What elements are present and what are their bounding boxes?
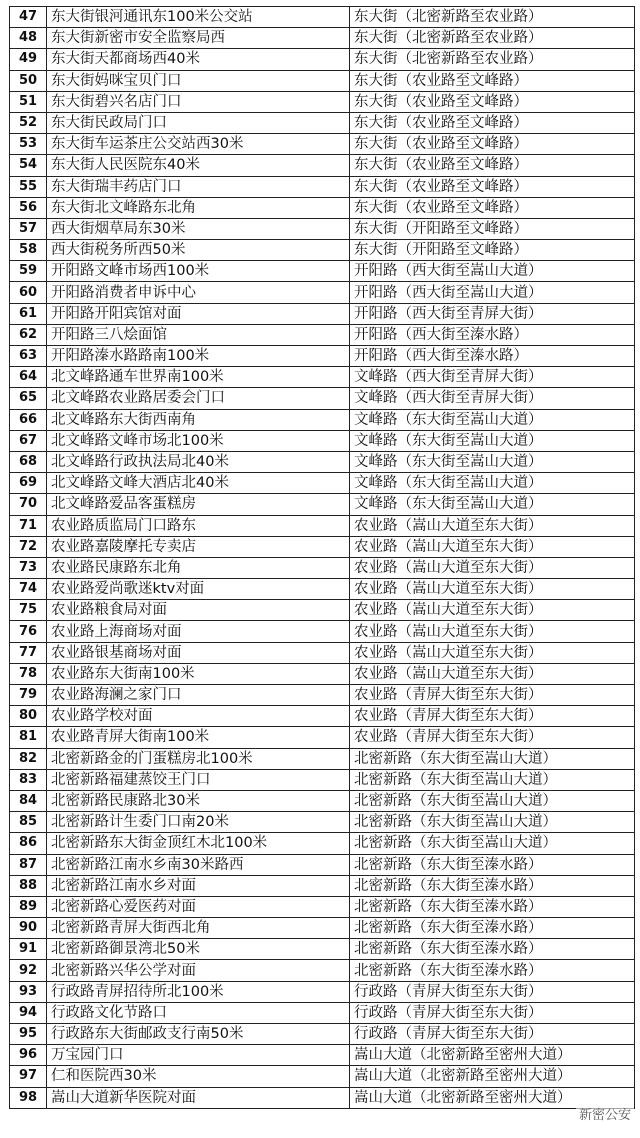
row-number-cell: 78 [10,663,47,684]
location-cell: 嵩山大道新华医院对面 [47,1087,350,1108]
road-section-cell: 农业路（青屏大街至东大街） [350,706,635,727]
table-row [10,833,635,854]
location-cell: 农业路银基商场对面 [47,642,350,663]
location-cell: 农业路青屏大街南100米 [47,727,350,748]
location-table [9,6,635,1109]
road-section-cell: 东大街（农业路至文峰路） [350,155,635,176]
table-body [10,7,635,1109]
road-section-cell: 文峰路（东大街至嵩山大道） [350,494,635,515]
row-number-cell: 68 [10,451,47,472]
road-section-cell: 嵩山大道（北密新路至密州大道） [350,1066,635,1087]
table-row [10,1066,635,1087]
location-table-container [9,6,635,1109]
table-row [10,1002,635,1023]
road-section-cell: 农业路（嵩山大道至东大街） [350,579,635,600]
road-section-cell: 文峰路（东大街至嵩山大道） [350,473,635,494]
table-row [10,981,635,1002]
location-cell: 行政路青屏招待所北100米 [47,981,350,1002]
row-number-cell: 93 [10,981,47,1002]
road-section-cell: 文峰路（东大街至嵩山大道） [350,430,635,451]
row-number-cell: 53 [10,134,47,155]
table-row [10,854,635,875]
table-row [10,790,635,811]
road-section-cell: 农业路（青屏大街至东大街） [350,727,635,748]
row-number-cell: 58 [10,240,47,261]
road-section-cell: 开阳路（西大街至嵩山大道） [350,261,635,282]
row-number-cell: 92 [10,960,47,981]
row-number-cell: 82 [10,748,47,769]
table-row [10,536,635,557]
table-row [10,176,635,197]
location-cell: 农业路东大街南100米 [47,663,350,684]
location-cell: 北文峰路东大街西南角 [47,409,350,430]
road-section-cell: 东大街（开阳路至文峰路） [350,240,635,261]
location-cell: 北密新路江南水乡南30米路西 [47,854,350,875]
row-number-cell: 97 [10,1066,47,1087]
road-section-cell: 东大街（农业路至文峰路） [350,112,635,133]
row-number-cell: 95 [10,1024,47,1045]
location-cell: 行政路东大街邮政支行南50米 [47,1024,350,1045]
location-cell: 东大街民政局门口 [47,112,350,133]
road-section-cell: 北密新路（东大街至嵩山大道） [350,769,635,790]
row-number-cell: 48 [10,28,47,49]
table-row [10,918,635,939]
road-section-cell: 北密新路（东大街至嵩山大道） [350,833,635,854]
location-cell: 北密新路东大街金顶红木北100米 [47,833,350,854]
location-cell: 开阳路开阳宾馆对面 [47,303,350,324]
location-cell: 东大街天都商场西40米 [47,49,350,70]
location-cell: 农业路质监局门口路东 [47,515,350,536]
row-number-cell: 59 [10,261,47,282]
table-row [10,1045,635,1066]
location-cell: 北文峰路通车世界南100米 [47,367,350,388]
road-section-cell: 农业路（嵩山大道至东大街） [350,515,635,536]
location-cell: 北密新路计生委门口南20米 [47,812,350,833]
road-section-cell: 文峰路（东大街至嵩山大道） [350,409,635,430]
road-section-cell: 行政路（青屏大街至东大街） [350,981,635,1002]
row-number-cell: 77 [10,642,47,663]
table-row [10,346,635,367]
table-row [10,451,635,472]
location-cell: 农业路学校对面 [47,706,350,727]
table-row [10,1087,635,1108]
row-number-cell: 55 [10,176,47,197]
location-cell: 北密新路御景湾北50米 [47,939,350,960]
table-row [10,1024,635,1045]
table-row [10,70,635,91]
location-cell: 农业路海澜之家门口 [47,685,350,706]
table-row [10,727,635,748]
location-cell: 开阳路文峰市场西100米 [47,261,350,282]
table-row [10,685,635,706]
road-section-cell: 北密新路（东大街至嵩山大道） [350,812,635,833]
road-section-cell: 北密新路（东大街至溱水路） [350,896,635,917]
table-row [10,197,635,218]
row-number-cell: 71 [10,515,47,536]
table-row [10,706,635,727]
location-cell: 东大街银河通讯东100米公交站 [47,7,350,28]
table-row [10,600,635,621]
location-cell: 东大街瑞丰药店门口 [47,176,350,197]
location-cell: 北文峰路爱品客蛋糕房 [47,494,350,515]
road-section-cell: 东大街（农业路至文峰路） [350,91,635,112]
location-cell: 农业路民康路东北角 [47,557,350,578]
location-cell: 北密新路兴华公学对面 [47,960,350,981]
road-section-cell: 农业路（嵩山大道至东大街） [350,621,635,642]
road-section-cell: 嵩山大道（北密新路至密州大道） [350,1087,635,1108]
location-cell: 农业路嘉陵摩托专卖店 [47,536,350,557]
row-number-cell: 81 [10,727,47,748]
location-cell: 东大街妈咪宝贝门口 [47,70,350,91]
table-row [10,388,635,409]
row-number-cell: 65 [10,388,47,409]
table-row [10,303,635,324]
road-section-cell: 北密新路（东大街至嵩山大道） [350,748,635,769]
location-cell: 农业路爱尚歌迷ktv对面 [47,579,350,600]
row-number-cell: 56 [10,197,47,218]
road-section-cell: 东大街（北密新路至农业路） [350,7,635,28]
road-section-cell: 行政路（青屏大街至东大街） [350,1024,635,1045]
row-number-cell: 76 [10,621,47,642]
row-number-cell: 69 [10,473,47,494]
row-number-cell: 49 [10,49,47,70]
row-number-cell: 66 [10,409,47,430]
row-number-cell: 50 [10,70,47,91]
table-row [10,282,635,303]
row-number-cell: 89 [10,896,47,917]
table-row [10,939,635,960]
road-section-cell: 东大街（农业路至文峰路） [350,70,635,91]
row-number-cell: 51 [10,91,47,112]
row-number-cell: 62 [10,324,47,345]
road-section-cell: 行政路（青屏大街至东大街） [350,1002,635,1023]
table-row [10,134,635,155]
road-section-cell: 北密新路（东大街至嵩山大道） [350,790,635,811]
table-row [10,557,635,578]
row-number-cell: 87 [10,854,47,875]
road-section-cell: 东大街（农业路至文峰路） [350,176,635,197]
table-row [10,155,635,176]
road-section-cell: 北密新路（东大街至溱水路） [350,939,635,960]
road-section-cell: 开阳路（西大街至溱水路） [350,324,635,345]
location-cell: 农业路上海商场对面 [47,621,350,642]
location-cell: 北密新路心爱医药对面 [47,896,350,917]
row-number-cell: 67 [10,430,47,451]
location-cell: 西大街烟草局东30米 [47,218,350,239]
road-section-cell: 农业路（嵩山大道至东大街） [350,600,635,621]
table-row [10,240,635,261]
row-number-cell: 72 [10,536,47,557]
table-row [10,621,635,642]
location-cell: 仁和医院西30米 [47,1066,350,1087]
table-row [10,748,635,769]
location-cell: 行政路文化节路口 [47,1002,350,1023]
row-number-cell: 94 [10,1002,47,1023]
location-cell: 开阳路溱水路路南100米 [47,346,350,367]
table-row [10,324,635,345]
road-section-cell: 开阳路（西大街至青屏大街） [350,303,635,324]
road-section-cell: 农业路（嵩山大道至东大街） [350,557,635,578]
row-number-cell: 47 [10,7,47,28]
row-number-cell: 96 [10,1045,47,1066]
table-row [10,473,635,494]
table-row [10,769,635,790]
table-row [10,261,635,282]
row-number-cell: 57 [10,218,47,239]
row-number-cell: 63 [10,346,47,367]
table-row [10,875,635,896]
location-cell: 北密新路金的门蛋糕房北100米 [47,748,350,769]
location-cell: 东大街车运茶庄公交站西30米 [47,134,350,155]
table-row [10,91,635,112]
row-number-cell: 52 [10,112,47,133]
road-section-cell: 农业路（嵩山大道至东大街） [350,663,635,684]
road-section-cell: 北密新路（东大街至溱水路） [350,854,635,875]
road-section-cell: 东大街（北密新路至农业路） [350,49,635,70]
location-cell: 万宝园门口 [47,1045,350,1066]
row-number-cell: 98 [10,1087,47,1108]
location-cell: 北密新路福建蒸饺王门口 [47,769,350,790]
road-section-cell: 文峰路（东大街至嵩山大道） [350,451,635,472]
road-section-cell: 农业路（青屏大街至东大街） [350,685,635,706]
location-cell: 农业路粮食局对面 [47,600,350,621]
location-cell: 北文峰路农业路居委会门口 [47,388,350,409]
table-row [10,960,635,981]
road-section-cell: 农业路（嵩山大道至东大街） [350,642,635,663]
road-section-cell: 东大街（开阳路至文峰路） [350,218,635,239]
road-section-cell: 北密新路（东大街至溱水路） [350,875,635,896]
row-number-cell: 83 [10,769,47,790]
row-number-cell: 70 [10,494,47,515]
location-cell: 东大街人民医院东40米 [47,155,350,176]
table-row [10,896,635,917]
location-cell: 北文峰路行政执法局北40米 [47,451,350,472]
table-row [10,812,635,833]
table-row [10,7,635,28]
row-number-cell: 75 [10,600,47,621]
location-cell: 东大街北文峰路东北角 [47,197,350,218]
location-cell: 东大街碧兴名店门口 [47,91,350,112]
table-row [10,367,635,388]
table-row [10,663,635,684]
row-number-cell: 60 [10,282,47,303]
road-section-cell: 东大街（农业路至文峰路） [350,197,635,218]
road-section-cell: 开阳路（西大街至嵩山大道） [350,282,635,303]
road-section-cell: 农业路（嵩山大道至东大街） [350,536,635,557]
road-section-cell: 北密新路（东大街至溱水路） [350,918,635,939]
road-section-cell: 开阳路（西大街至溱水路） [350,346,635,367]
table-row [10,430,635,451]
road-section-cell: 文峰路（西大街至青屏大街） [350,367,635,388]
location-cell: 开阳路三八烩面馆 [47,324,350,345]
row-number-cell: 64 [10,367,47,388]
location-cell: 北文峰路文峰大酒店北40米 [47,473,350,494]
row-number-cell: 86 [10,833,47,854]
road-section-cell: 东大街（北密新路至农业路） [350,28,635,49]
location-cell: 北密新路江南水乡对面 [47,875,350,896]
table-row [10,409,635,430]
table-row [10,28,635,49]
road-section-cell: 东大街（农业路至文峰路） [350,134,635,155]
row-number-cell: 91 [10,939,47,960]
road-section-cell: 嵩山大道（北密新路至密州大道） [350,1045,635,1066]
road-section-cell: 文峰路（西大街至青屏大街） [350,388,635,409]
location-cell: 东大街新密市安全监察局西 [47,28,350,49]
row-number-cell: 61 [10,303,47,324]
row-number-cell: 74 [10,579,47,600]
row-number-cell: 85 [10,812,47,833]
location-cell: 北密新路青屏大街西北角 [47,918,350,939]
table-row [10,515,635,536]
watermark-label: 新密公安 [576,1103,634,1124]
row-number-cell: 80 [10,706,47,727]
row-number-cell: 73 [10,557,47,578]
table-row [10,579,635,600]
table-row [10,642,635,663]
row-number-cell: 84 [10,790,47,811]
row-number-cell: 88 [10,875,47,896]
table-row [10,49,635,70]
table-row [10,494,635,515]
row-number-cell: 90 [10,918,47,939]
location-cell: 北文峰路文峰市场北100米 [47,430,350,451]
row-number-cell: 79 [10,685,47,706]
table-row [10,112,635,133]
road-section-cell: 北密新路（东大街至溱水路） [350,960,635,981]
table-row [10,218,635,239]
location-cell: 北密新路民康路北30米 [47,790,350,811]
location-cell: 西大街税务所西50米 [47,240,350,261]
location-cell: 开阳路消费者申诉中心 [47,282,350,303]
row-number-cell: 54 [10,155,47,176]
